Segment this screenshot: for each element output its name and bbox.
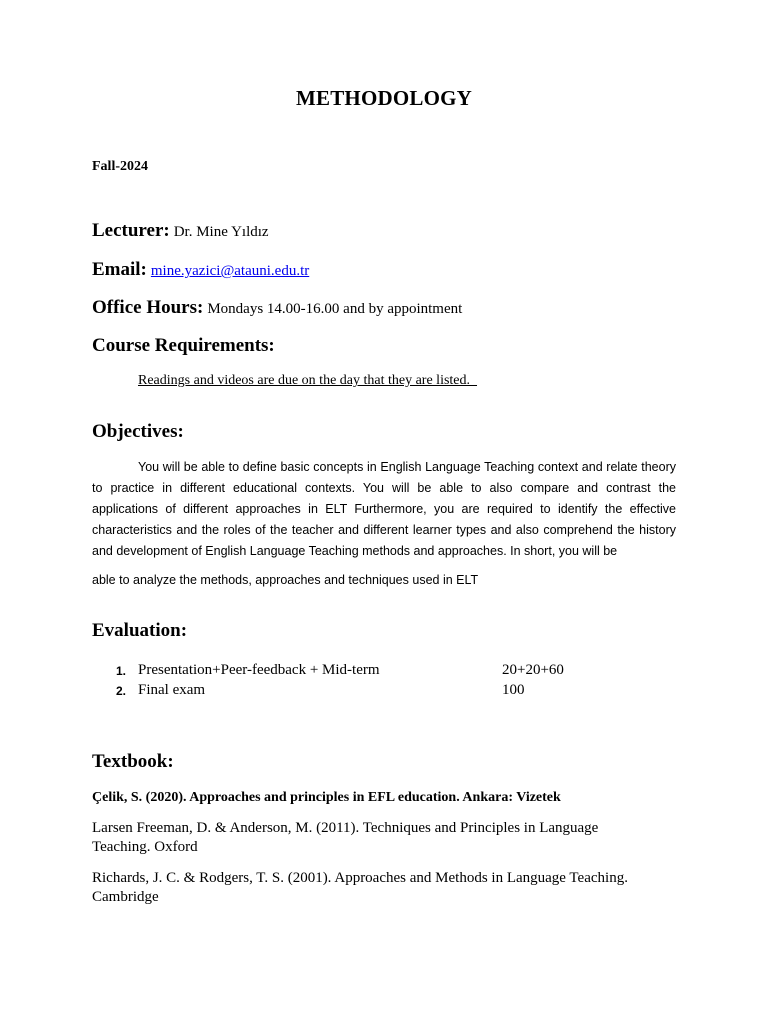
evaluation-row (92, 682, 692, 702)
office-hours-value: Mondays 14.00-16.00 and by appointment (207, 301, 463, 317)
textbook-reference: Larsen Freeman, D. & Anderson, M. (2011). Techniques and Principles in Language Teaching. Oxford (92, 820, 599, 855)
page-title: METHODOLOGY (295, 86, 473, 110)
evaluation-number: 1. (115, 664, 126, 678)
textbook-reference: Richards, J. C. & Rodgers, T. S. (2001). Approaches and Methods in Language Teaching. Cambridge (92, 870, 628, 905)
course-requirements-heading: Course Requirements: (92, 335, 275, 356)
lecturer-value: Dr. Mine Yıldız (173, 224, 269, 240)
objectives-heading: Objectives: (92, 421, 184, 442)
evaluation-number: 2. (115, 684, 126, 698)
lecturer-label: Lecturer: (92, 220, 170, 241)
term-label: Fall-2024 (92, 159, 148, 174)
course-requirements-text: Readings and videos are due on the day that they are listed. (138, 373, 478, 388)
office-hours-field (92, 297, 462, 319)
objectives-last-line: able to analyze the methods, approaches and techniques used in ELT (92, 573, 479, 587)
textbook-reference: Çelik, S. (2020). Approaches and principles in EFL education. Ankara: Vizetek (92, 790, 561, 805)
office-hours-label: Office Hours: (92, 297, 204, 318)
email-field (92, 259, 309, 281)
objectives-paragraph: You will be able to define basic concepts in English Language Teaching context and relate theory to practice in different educational contexts. You will be able to also compare and contrast the applications of different approaches in ELT Furthermore, you are required to identify the effective characteristics and the roles of the teacher and different learner types and also comprehend the history and development of English Language Teaching methods and approaches. In short, you will be (92, 460, 676, 558)
evaluation-row (92, 662, 692, 682)
email-label: Email: (92, 259, 147, 280)
textbook-heading: Textbook: (92, 751, 174, 772)
evaluation-item: Final exam (138, 682, 206, 698)
lecturer-field (92, 220, 269, 242)
evaluation-item: Presentation+Peer-feedback + Mid-term (138, 662, 380, 678)
evaluation-score: 100 (502, 682, 525, 698)
evaluation-score: 20+20+60 (502, 662, 564, 678)
email-link[interactable]: mine.yazici@atauni.edu.tr (150, 263, 310, 279)
evaluation-heading: Evaluation: (92, 620, 188, 641)
